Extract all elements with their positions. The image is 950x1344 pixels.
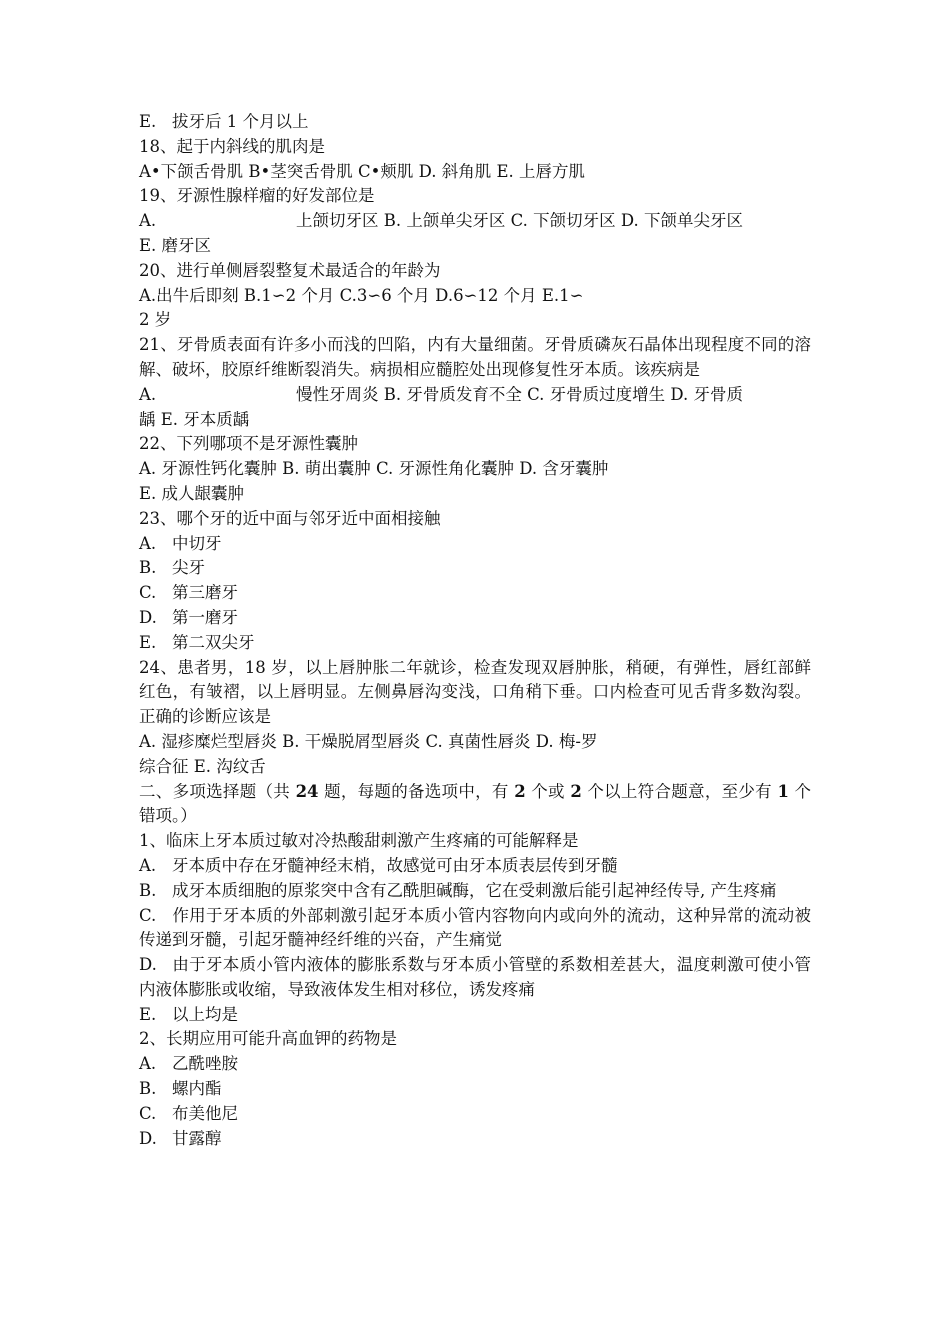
document-body — [139, 110, 811, 1151]
m1-option-d — [139, 953, 811, 1003]
q22-stem: 22、下列哪项不是牙源性囊肿 — [139, 434, 358, 454]
q19-options — [139, 209, 811, 234]
m1-option-c — [139, 904, 811, 954]
option-letter: A. — [139, 855, 157, 875]
heading-text: 个或 — [525, 781, 571, 801]
option-letter: D. — [139, 607, 157, 627]
option-text: 成牙本质细胞的原浆突中含有乙酰胆碱酶，它在受刺激后能引起神经传导, 产生疼痛 — [172, 880, 777, 900]
q23-stem: 23、哪个牙的近中面与邻牙近中面相接触 — [139, 508, 441, 528]
option-text: 第二双尖牙 — [172, 632, 255, 652]
heading-number: 1 — [777, 781, 789, 801]
m1-option-a — [139, 854, 811, 879]
q24-stem: 24、患者男，18 岁，以上唇肿胀二年就诊，检查发现双唇肿胀，稍硬，有弹性，唇红部鲜红色，有皱褶，以上唇明显。左侧鼻唇沟变浅，口角稍下垂。口内检查可见舌背多数沟裂。正确的诊断应该是 — [139, 657, 811, 727]
option-letter: A. — [139, 1054, 157, 1074]
option-text: 第一磨牙 — [172, 607, 238, 627]
m2-stem: 2、长期应用可能升高血钾的药物是 — [139, 1029, 397, 1049]
m1-option-e — [139, 1003, 811, 1028]
heading-text: 题，每题的备选项中，有 — [318, 781, 515, 801]
q18-options: A•下颌舌骨肌 B•茎突舌骨肌 C•颊肌 D. 斜角肌 E. 上唇方肌 — [139, 161, 586, 181]
option-text: 第三磨牙 — [172, 583, 238, 603]
m2-option-a — [139, 1052, 811, 1077]
section-2-heading — [139, 780, 811, 830]
q21-options-text: 慢性牙周炎 B. 牙骨质发育不全 C. 牙骨质过度增生 D. 牙骨质 — [296, 384, 744, 404]
option-text: 布美他尼 — [172, 1103, 238, 1123]
q20-options: A.出牛后即刻 B.1∽2 个月 C.3∽6 个月 D.6∽12 个月 E.1∽ — [139, 285, 584, 305]
option-letter: B. — [139, 1079, 157, 1099]
q21-options-cont: 龋 E. 牙本质龋 — [139, 409, 250, 429]
q22-options: A. 牙源性钙化囊肿 B. 萌出囊肿 C. 牙源性角化囊肿 D. 含牙囊肿 — [139, 459, 609, 479]
heading-number: 2 — [514, 781, 526, 801]
option-text: 由于牙本质小管内液体的膨胀系数与牙本质小管壁的系数相差甚大，温度刺激可使小管内液体膨胀或收缩，导致液体发生相对移位，诱发疼痛 — [139, 955, 811, 999]
q22-option-e: E. 成人龈囊肿 — [139, 483, 245, 503]
option-letter: C. — [139, 905, 157, 925]
q24-options: A. 湿疹糜烂型唇炎 B. 干燥脱屑型唇炎 C. 真菌性唇炎 D. 梅-罗 — [139, 731, 598, 751]
q23-option-b — [139, 556, 811, 581]
option-letter: B. — [139, 558, 157, 578]
q19-options-text: 上颌切牙区 B. 上颌单尖牙区 C. 下颌切牙区 D. 下颌单尖牙区 — [296, 211, 744, 231]
m1-stem: 1、临床上牙本质过敏对冷热酸甜刺激产生疼痛的可能解释是 — [139, 831, 579, 851]
q21-options — [139, 383, 811, 408]
question-count: 24 — [295, 781, 319, 801]
m2-option-c — [139, 1102, 811, 1127]
q23-option-a — [139, 532, 811, 557]
option-letter: C. — [139, 1103, 157, 1123]
option-text: 牙本质中存在牙髓神经末梢，故感觉可由牙本质表层传到牙髓 — [172, 855, 618, 875]
option-letter: B. — [139, 880, 157, 900]
option-text: 甘露醇 — [172, 1128, 222, 1148]
option-text: 乙酰唑胺 — [172, 1054, 238, 1074]
q23-option-c — [139, 581, 811, 606]
heading-text: 个以上符合题意，至少有 — [581, 781, 778, 801]
q23-option-e — [139, 631, 811, 656]
heading-number: 2 — [570, 781, 582, 801]
q20-options-cont: 2 岁 — [139, 310, 172, 330]
q19-option-e: E. 磨牙区 — [139, 235, 212, 255]
option-letter: A. — [139, 211, 157, 231]
q23-option-d — [139, 606, 811, 631]
heading-text: 二、多项选择题（共 — [139, 781, 296, 801]
option-text: 尖牙 — [172, 558, 205, 578]
option-letter: D. — [139, 1128, 157, 1148]
m1-option-b — [139, 879, 811, 904]
heading-text: 个错项。） — [139, 781, 811, 826]
option-letter: E. — [139, 632, 157, 652]
q19-stem: 19、牙源性腺样瘤的好发部位是 — [139, 186, 375, 206]
q21-stem: 21、牙骨质表面有许多小而浅的凹陷，内有大量细菌。牙骨质磷灰石晶体出现程度不同的溶解、破坏，胶原纤维断裂消失。病损相应髓腔处出现修复性牙本质。该疾病是 — [139, 335, 811, 379]
q24-options-cont: 综合征 E. 沟纹舌 — [139, 756, 266, 776]
q20-stem: 20、进行单侧唇裂整复术最适合的年龄为 — [139, 260, 441, 280]
option-text: 螺内酯 — [172, 1079, 222, 1099]
option-letter: E. — [139, 1004, 157, 1024]
option-letter: D. — [139, 955, 157, 975]
q17-option-e: E. 拔牙后 1 个月以上 — [139, 112, 309, 131]
option-letter: C. — [139, 583, 157, 603]
q18-stem: 18、起于内斜线的肌肉是 — [139, 136, 325, 156]
option-text: 中切牙 — [172, 533, 222, 553]
option-text: 作用于牙本质的外部刺激引起牙本质小管内容物向内或向外的流动，这种异常的流动被传递到牙髓，引起牙髓神经纤维的兴奋，产生痛觉 — [139, 905, 811, 950]
option-letter: A. — [139, 533, 157, 553]
m2-option-d — [139, 1127, 811, 1152]
option-letter: A. — [139, 384, 157, 404]
option-text: 以上均是 — [172, 1004, 238, 1024]
m2-option-b — [139, 1077, 811, 1102]
